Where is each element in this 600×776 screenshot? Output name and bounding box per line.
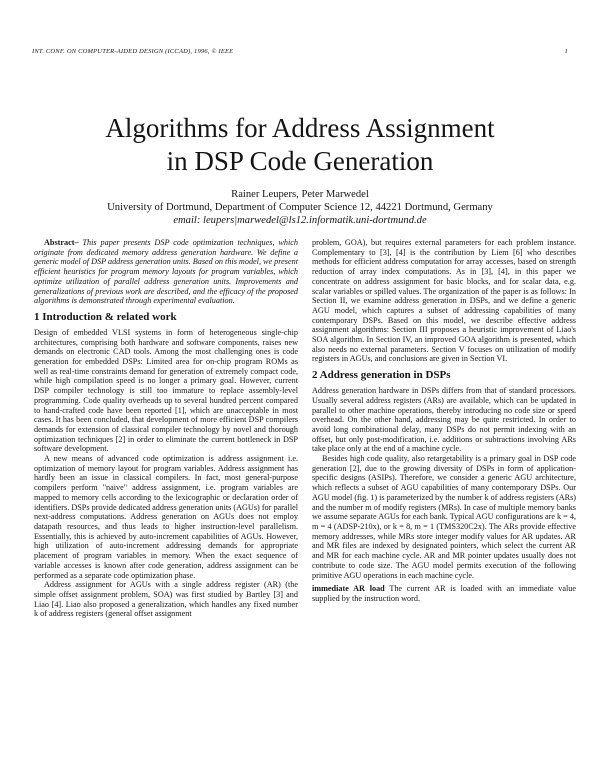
agu-paragraph-2: Besides high code quality, also retargetability is a primary goal in DSP code generation [2], due to the growing diversity of DSPs in form of application-specific designs (ASIPs). Therefore, we consider a generic AGU architecture, which reflects a subset of AGU capabilities of many contemporary DSPs. Our AGU model (fig. 1) is parameterized by the number k of address registers (ARs) and the number m of modify registers (MRs). In case of multiple memory banks we assume separate AGUs for each bank. Typical AGU configurations are k = 4, m = 4 (ADSP-210x), or k = 8, m = 1 (TMS320C2x). The ARs provide effective memory addresses, while MRs store integer modify values for AR updates. AR and MR files are indexed by designated pointers, which select the current AR and MR for each machine cycle. AR and MR pointer updates usually does not contribute to code size. The AGU model permits execution of the following primitive AGU operations in each machine cycle. <box>312 454 576 580</box>
title-line-2: in DSP Code Generation <box>166 146 434 176</box>
section-1-heading: 1 Introduction & related work <box>34 310 177 323</box>
paper-title <box>0 112 600 178</box>
agu-operation-immediate <box>312 584 576 603</box>
runin-text: The current AR is loaded with an immediate value supplied by the instruction word. <box>312 584 576 603</box>
running-title: INT. CONF. ON COMPUTER-AIDED DESIGN (ICCAD), 1996, © IEEE <box>32 48 234 55</box>
intro-paragraph-2: A new means of advanced code optimization is address assignment i.e. optimization of memory layout for program variables. Address assignment has hardly been an issue in classical compilers. In fact, most general-purpose compilers perform "naive" address assignment, i.e. program variables are mapped to memory cells according to the lexicographic or declaration order of identifiers. DSPs provide dedicated address generation units (AGUs) for parallel next-address computations. Address generation on AGUs does not employ datapath resources, and thus leads to higher instruction-level parallelism. Essentially, this is achieved by auto-increment capabilities of AGUs. However, high utilization of auto-increment addressing demands for appropriate placement of program variables in memory. When the exact sequence of variable accesses is known after code generation, address assignment can be performed as a separate code optimization phase. <box>34 454 298 580</box>
section-2-heading: 2 Address generation in DSPs <box>312 369 451 382</box>
author-names: Rainer Leupers, Peter Marwedel <box>231 189 369 200</box>
intro-paragraph-4: problem, GOA), but requires external parameters for each problem instance. Complementary to [3], [4] is the contribution by Liem [6] who describes methods for efficient address computation for array accesses, based on strength reduction of array index computations. As in [3], [4], in this paper we concentrate on address assignment for basic blocks, and for scalar data, e.g. scalar variables or spilled values. The organization of the paper is as follows: In Section II, we examine address generation in DSPs, and we define a generic AGU model, which captures a subset of addressing capabilities of many contemporary DSPs. Based on this model, we describe effective address assignment algorithms: Section III proposes a heuristic improvement of Liao's SOA algorithm. In Section IV, an improved GOA algorithm is presented, which also needs no external parameters. Section V focuses on utilization of modify registers in AGUs, and conclusions are given in Section VI. <box>312 238 576 364</box>
page-number: 1 <box>564 48 568 55</box>
abstract-text: This paper presents DSP code optimization techniques, which originate from dedicated memory address generation hardware. We define a generic model of DSP address generation units. Based on this model, we present efficient heuristics for program memory layouts for program variables, which optimize utilization of parallel address generation units. Improvements and generalizations of previous work are described, and the efficacy of the proposed algorithms is demonstrated through experimental evaluation. <box>34 238 298 306</box>
author-block <box>0 188 600 227</box>
title-line-1: Algorithms for Address Assignment <box>105 113 495 143</box>
runin-heading: immediate AR load <box>312 584 385 594</box>
author-affiliation: University of Dortmund, Department of Computer Science 12, 44221 Dortmund, Germany <box>107 202 493 213</box>
intro-paragraph-1: Design of embedded VLSI systems in form of heterogeneous single-chip architectures, comprising both hardware and software components, raises new demands on electronic CAD tools. Among the most challenging ones is code generation for embedded DSPs: Limited area for on-chip program ROMs as well as real-time constraints demand for generation of extremely compact code, while high compilation speed is no longer a primary goal. However, current DSP compiler technology is still too immature to replace assembly-level programming. Code quality overheads up to several hundred percent compared to hand-crafted code have been reported [1], which are unacceptable in most cases. It has been concluded, that development of more efficient DSP compilers demands for extension of classical compiler technology by novel and thorough optimization techniques [2] in order to eliminate the current bottleneck in DSP software development. <box>34 327 298 454</box>
intro-paragraph-3: Address assignment for AGUs with a single address register (AR) (the simple offset assignment problem, SOA) was first studied by Bartley [3] and Liao [4]. Liao also proposed a generalization, which handles any fixed number k of address registers (general offset assignment <box>34 580 298 619</box>
abstract-label: Abstract– <box>44 238 79 247</box>
right-column <box>312 238 576 604</box>
author-email: email: leupers|marwedel@ls12.informatik.uni-dortmund.de <box>173 215 427 226</box>
running-header <box>32 48 568 55</box>
abstract <box>34 238 298 306</box>
agu-paragraph-1: Address generation hardware in DSPs differs from that of standard processors. Usually several address registers (ARs) are available, which can be updated in parallel to other machine operations, thereby introducing no code size or speed overhead. On the other hand, addressing may be quite restricted. In order to avoid long combinational delay, many DSPs do not permit indexing with an offset, but only post-modification, i.e. additions or subtractions involving ARs take place only at the end of a machine cycle. <box>312 386 576 454</box>
left-column <box>34 238 298 619</box>
